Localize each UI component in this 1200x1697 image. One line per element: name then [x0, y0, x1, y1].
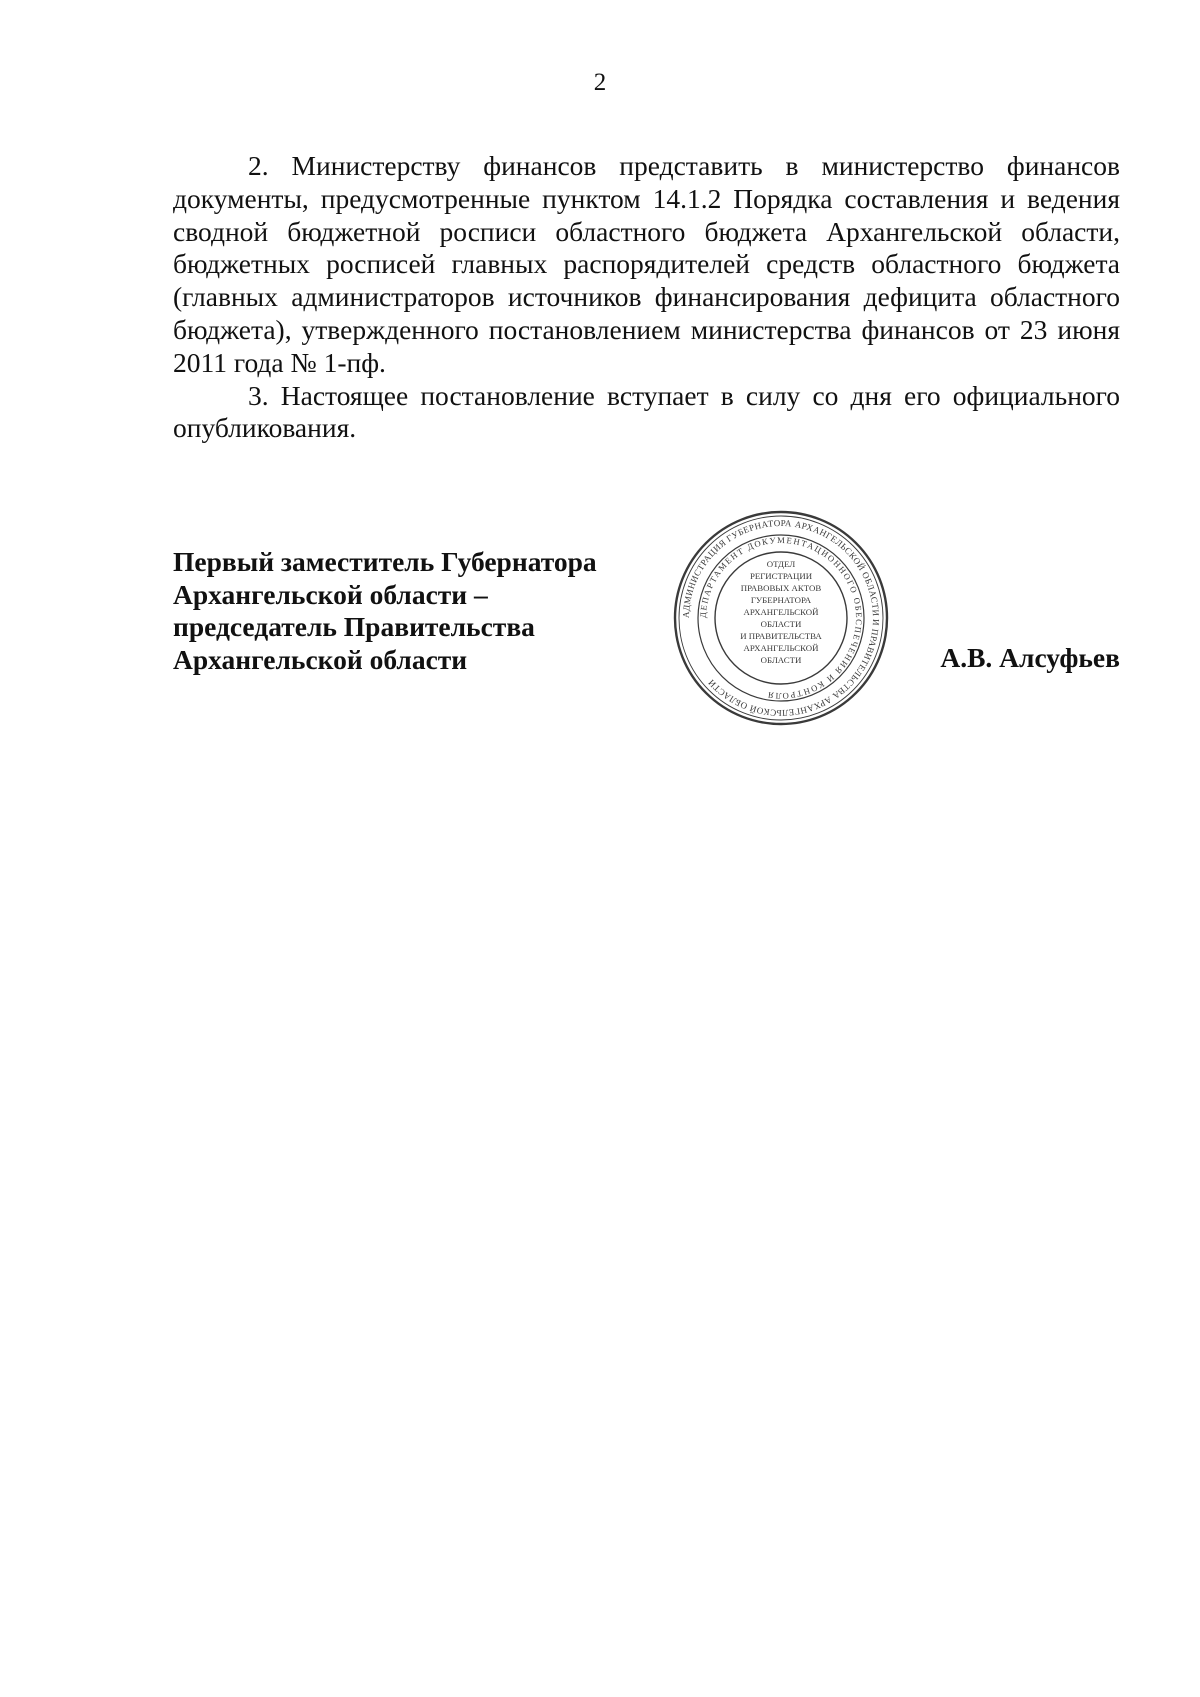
seal-center-line: И ПРАВИТЕЛЬСТВА — [740, 631, 822, 641]
seal-center-line: ОБЛАСТИ — [760, 655, 802, 665]
signatory-position — [173, 546, 597, 676]
seal-ring-text: ДЕПАРТАМЕНТ ДОКУМЕНТАЦИОННОГО ОБЕСПЕЧЕНИЯ И КОНТРОЛЯ — [697, 534, 865, 702]
svg-text:АДМИНИСТРАЦИЯ ГУБЕРНАТОРА АРХА — [681, 518, 881, 718]
seal-center-line: АРХАНГЕЛЬСКОЙ — [743, 607, 819, 617]
document-body — [173, 150, 1120, 445]
signatory-position-line: Первый заместитель Губернатора — [173, 546, 597, 577]
seal-outer-text: АДМИНИСТРАЦИЯ ГУБЕРНАТОРА АРХАНГЕЛЬСКОЙ ОБЛАСТИ И ПРАВИТЕЛЬСТВА АРХАНГЕЛЬСКОЙ ОБЛАСТИ — [680, 517, 882, 719]
page-number: 2 — [593, 69, 607, 96]
seal-center-line: ПРАВОВЫХ АКТОВ — [740, 583, 822, 593]
seal-center-line: АРХАНГЕЛЬСКОЙ — [743, 643, 819, 653]
signatory-position-line: Архангельской области – — [173, 578, 488, 610]
paragraph-item-3: 3. Настоящее постановление вступает в силу со дня его официального опубликования. — [173, 379, 1120, 444]
seal-graphic — [670, 507, 892, 729]
seal-center-line: ОБЛАСТИ — [760, 619, 802, 629]
signatory-position-line: председатель Правительства — [173, 611, 535, 643]
paragraph-item-2: 2. Министерству финансов представить в министерство финансов документы, предусмотренные пунктом 14.1.2 Порядка составления и ведения сводной бюджетной росписи областного бюджета Архангельской области, бюджетных росписей главных распорядителей средств областного бюджета (главных администраторов источников финансирования дефицита областного бюджета), утвержденного постановлением министерства финансов от 23 июня 2011 года № 1-пф. — [173, 150, 1120, 378]
seal-center-line: ГУБЕРНАТОРА — [750, 595, 812, 605]
signatory-position-line: Архангельской области — [173, 643, 468, 675]
seal-center-line: ОТДЕЛ — [766, 559, 796, 569]
signatory-name: А.В. Алсуфьев — [940, 642, 1120, 673]
official-seal — [670, 507, 892, 729]
seal-center-line: РЕГИСТРАЦИИ — [749, 571, 813, 581]
